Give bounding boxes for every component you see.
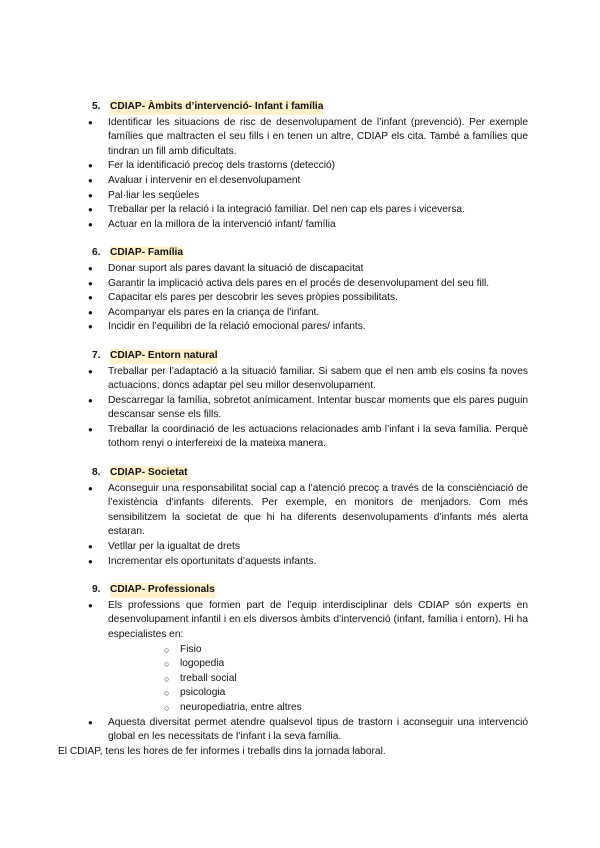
document-content: [58, 100, 528, 759]
section-number: 6.: [92, 247, 101, 259]
list-item: ● Aconseguir una responsabilitat social cap a l’atenció precoç a través de la consciènciació de l’existència d’infants diferents. Per exemple, en monitors de menjadors. Com més sensibilitzem la societat de que hi ha diferents desenvolupaments d’infants més alerta estaran.: [72, 482, 528, 540]
bullet-list: [72, 116, 528, 233]
list-item: ● Actuar en la millora de la intervenció infant/ família: [72, 218, 528, 233]
bullet-list: [72, 365, 528, 453]
section-heading: [72, 100, 528, 115]
list-item: ● Acompanyar els pares en la criança de l’infant.: [72, 306, 528, 321]
footer-note: El CDIAP, tens les hores de fer informes i treballs dins la jornada laboral.: [58, 745, 386, 757]
list-item: ● Avaluar i intervenir en el desenvolupament: [72, 174, 528, 189]
section-title: CDIAP- Societat: [110, 466, 188, 481]
list-item: ● Incidir en l’equilibri de la relació emocional pares/ infants.: [72, 320, 528, 335]
sub-list-item: ○ psicologia: [108, 686, 528, 701]
list-item: ● Treballar per la relació i la integració familiar. Del nen cap els pares i viceversa.: [72, 203, 528, 218]
list-item: ● Capacitar els pares per descobrir les seves pròpies possibilitats.: [72, 291, 528, 306]
section-heading: [72, 583, 528, 598]
bullet-list: [72, 482, 528, 570]
section-title: CDIAP- Família: [110, 246, 183, 261]
specialists-list: [108, 643, 528, 716]
section-professionals: [58, 583, 528, 759]
list-item: ● Pal·liar les seqüeles: [72, 189, 528, 204]
sub-list-item: ○ treball social: [108, 672, 528, 687]
list-item: ● Aquesta diversitat permet atendre qualsevol tipus de trastorn i aconseguir una intervenció global en les necessitats de l’infant i la seva família.: [72, 716, 528, 745]
section-title: CDIAP- Entorn natural: [110, 349, 218, 364]
list-item: ● Garantir la implicació activa dels pares en el procés de desenvolupament del seu fill.: [72, 277, 528, 292]
list-item: ● Treballar la coordinació de les actuacions relacionades amb l’infant i la seva família. Perquè tothom renyi o interfereixi de la mateixa manera.: [72, 423, 528, 452]
list-item: ● Descarregar la família, sobretot anímicament. Intentar buscar moments que els pares puguin descansar sense els fills.: [72, 394, 528, 423]
section-number: 9.: [92, 584, 101, 596]
list-item: ● Incrementar els oportunitats d’aquests infants.: [72, 555, 528, 570]
section-heading: [72, 466, 528, 481]
section-title: CDIAP- Àmbits d’intervenció- Infant i família: [110, 100, 323, 115]
section-familia: [72, 246, 528, 335]
list-item: ● Treballar per l’adaptació a la situació familiar. Si sabem que el nen amb els cosins fa noves actuacions, doncs adaptar pel seu millor desenvolupament.: [72, 365, 528, 394]
list-item: ● Fer la identificació precoç dels trastorns (detecció): [72, 159, 528, 174]
section-entorn-natural: [72, 349, 528, 452]
bullet-list: [72, 599, 528, 745]
section-societat: [72, 466, 528, 569]
section-ambits-intervencio: [72, 100, 528, 232]
list-item: [72, 599, 528, 716]
section-number: 7.: [92, 349, 101, 361]
sub-list-item: ○ Fisio: [108, 643, 528, 658]
sub-list-item: ○ neuropediatria, entre altres: [108, 701, 528, 716]
list-item: ● Donar suport als pares davant la situació de discapacitat: [72, 262, 528, 277]
section-heading: [72, 349, 528, 364]
sub-list-item: ○ logopedia: [108, 657, 528, 672]
list-item: ● Identificar les situacions de risc de desenvolupament de l’infant (prevenció). Per exemple famílies que maltracten el seu fills i en tenen un altre, CDIAP els cita. També a famílies que tindran un fill amb dificultats.: [72, 116, 528, 160]
section-number: 5.: [92, 101, 101, 112]
section-title: CDIAP- Professionals: [110, 583, 215, 598]
list-item: ● Vetllar per la igualtat de drets: [72, 540, 528, 555]
section-heading: [72, 246, 528, 261]
section-number: 8.: [92, 467, 101, 479]
list-item-text: Els professions que formen part de l’equip interdisciplinar dels CDIAP són experts en desenvolupament infantil i en els diversos àmbits d’intervenció (infant, família i entorn). Hi ha especialistes en:: [108, 599, 528, 640]
bullet-list: [72, 262, 528, 335]
